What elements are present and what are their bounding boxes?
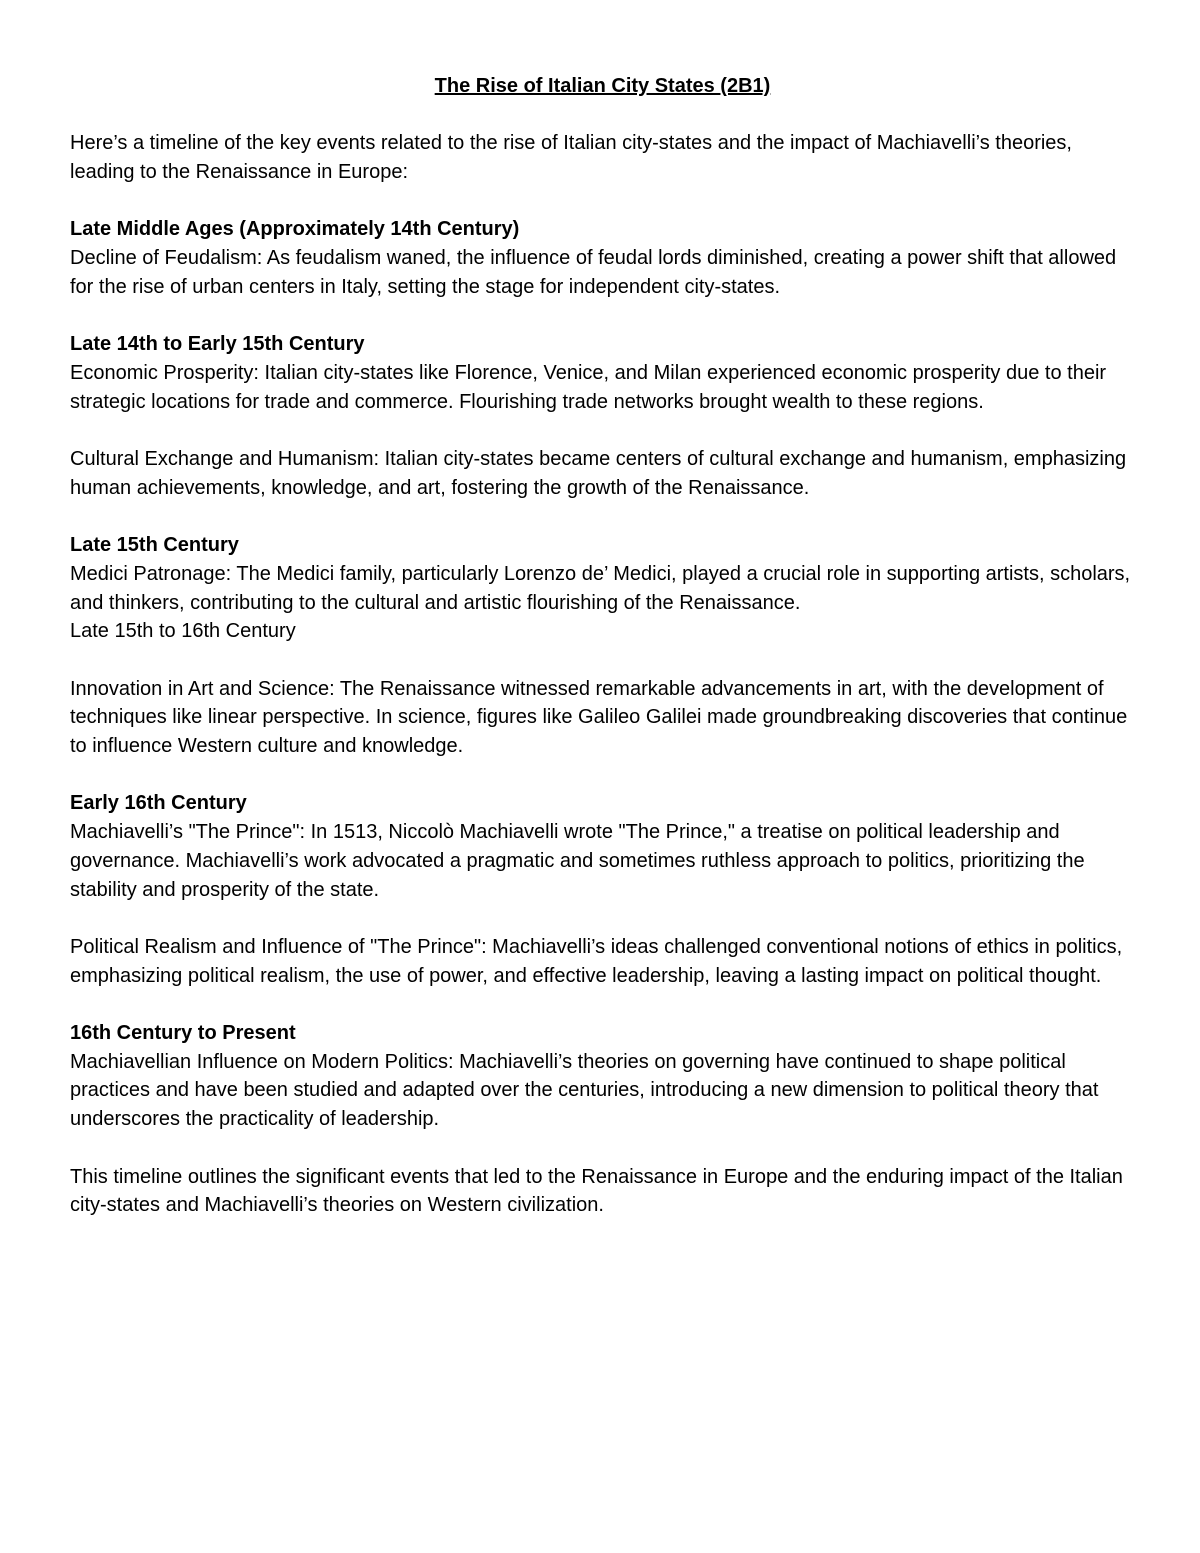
section-heading: Late 14th to Early 15th Century	[70, 333, 365, 356]
section-early-16th	[70, 789, 1135, 904]
section-late-middle-ages	[70, 215, 1135, 301]
document-page	[70, 72, 1135, 1249]
section-body: Economic Prosperity: Italian city-states like Florence, Venice, and Milan experienced economic prosperity due to their strategic locations for trade and commerce. Flourishing trade networks brought wealth to these regions.	[70, 361, 1107, 413]
section-subheading: Late 15th to 16th Century	[70, 620, 296, 643]
conclusion-paragraph: This timeline outlines the significant events that led to the Renaissance in Europe and the enduring impact of the Italian city-states and Machiavelli’s theories on Western civilization.	[70, 1165, 1123, 1217]
section-heading: Early 16th Century	[70, 792, 247, 815]
section-late-14th-early-15th	[70, 330, 1135, 416]
cultural-exchange-paragraph: Cultural Exchange and Humanism: Italian city-states became centers of cultural exchange and humanism, emphasizing human achievements, knowledge, and art, fostering the growth of the Renaissance.	[70, 448, 1127, 499]
section-late-15th	[70, 531, 1135, 646]
political-realism-paragraph: Political Realism and Influence of "The Prince": Machiavelli’s ideas challenged conventional notions of ethics in politics, emphasizing political realism, the use of power, and effective leadership, leaving a lasting impact on political thought.	[70, 935, 1123, 987]
intro-paragraph: Here’s a timeline of the key events related to the rise of Italian city-states and the impact of Machiavelli’s theories, leading to the Renaissance in Europe:	[70, 132, 1072, 184]
section-heading: Late 15th Century	[70, 534, 239, 557]
section-body: Decline of Feudalism: As feudalism waned, the influence of feudal lords diminished, creating a power shift that allowed for the rise of urban centers in Italy, setting the stage for independent city-states.	[70, 247, 1117, 298]
section-body: Medici Patronage: The Medici family, particularly Lorenzo de’ Medici, played a crucial role in supporting artists, scholars, and thinkers, contributing to the cultural and artistic flourishing of the Renaissance.	[70, 562, 1131, 614]
section-heading: Late Middle Ages (Approximately 14th Century)	[70, 218, 520, 241]
section-16th-to-present	[70, 1019, 1135, 1134]
section-body: Machiavelli’s "The Prince": In 1513, Niccolò Machiavelli wrote "The Prince," a treatise on political leadership and governance. Machiavelli’s work advocated a pragmatic and sometimes ruthless approach to politics, prioritizing the stability and prosperity of the state.	[70, 821, 1085, 901]
document-title: The Rise of Italian City States (2B1)	[434, 75, 771, 97]
section-body: Machiavellian Influence on Modern Politics: Machiavelli’s theories on governing have continued to shape political practices and have been studied and adapted over the centuries, introducing a new dimension to political theory that underscores the practicality of leadership.	[70, 1050, 1099, 1131]
innovation-paragraph: Innovation in Art and Science: The Renaissance witnessed remarkable advancements in art, with the development of techniques like linear perspective. In science, figures like Galileo Galilei made groundbreaking discoveries that continue to influence Western culture and knowledge.	[70, 677, 1128, 758]
section-heading: 16th Century to Present	[70, 1022, 296, 1045]
